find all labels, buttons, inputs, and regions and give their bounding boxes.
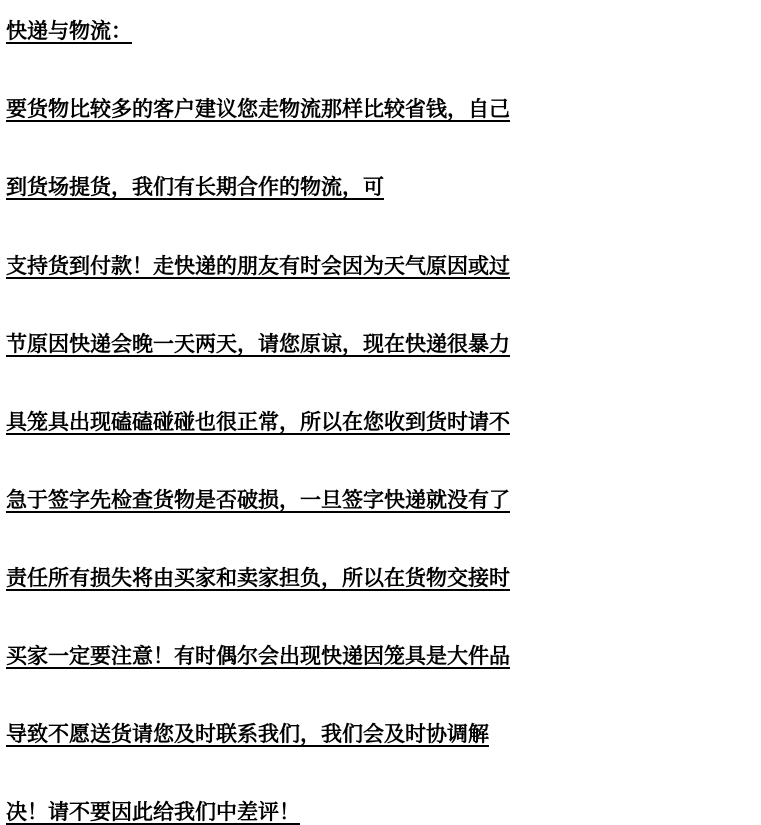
paragraph-line: 到货场提货，我们有长期合作的物流，可 — [6, 175, 384, 199]
paragraph-line: 决！请不要因此给我们中差评！ — [6, 800, 300, 824]
paragraph-line: 导致不愿送货请您及时联系我们，我们会及时协调解 — [6, 722, 489, 746]
paragraph-line: 急于签字先检查货物是否破损，一旦签字快递就没有了 — [6, 488, 510, 512]
document-body — [6, 0, 755, 822]
paragraph-line: 责任所有损失将由买家和卖家担负，所以在货物交接时 — [6, 566, 510, 590]
paragraph-line: 要货物比较多的客户建议您走物流那样比较省钱，自己 — [6, 97, 510, 121]
paragraph-line: 具笼具出现磕磕碰碰也很正常，所以在您收到货时请不 — [6, 410, 510, 434]
paragraph-line: 支持货到付款！走快递的朋友有时会因为天气原因或过 — [6, 254, 510, 278]
paragraph-line: 买家一定要注意！有时偶尔会出现快递因笼具是大件品 — [6, 644, 510, 668]
paragraph-line: 节原因快递会晚一天两天，请您原谅，现在快递很暴力 — [6, 332, 510, 356]
section-heading: 快递与物流： — [6, 19, 132, 43]
